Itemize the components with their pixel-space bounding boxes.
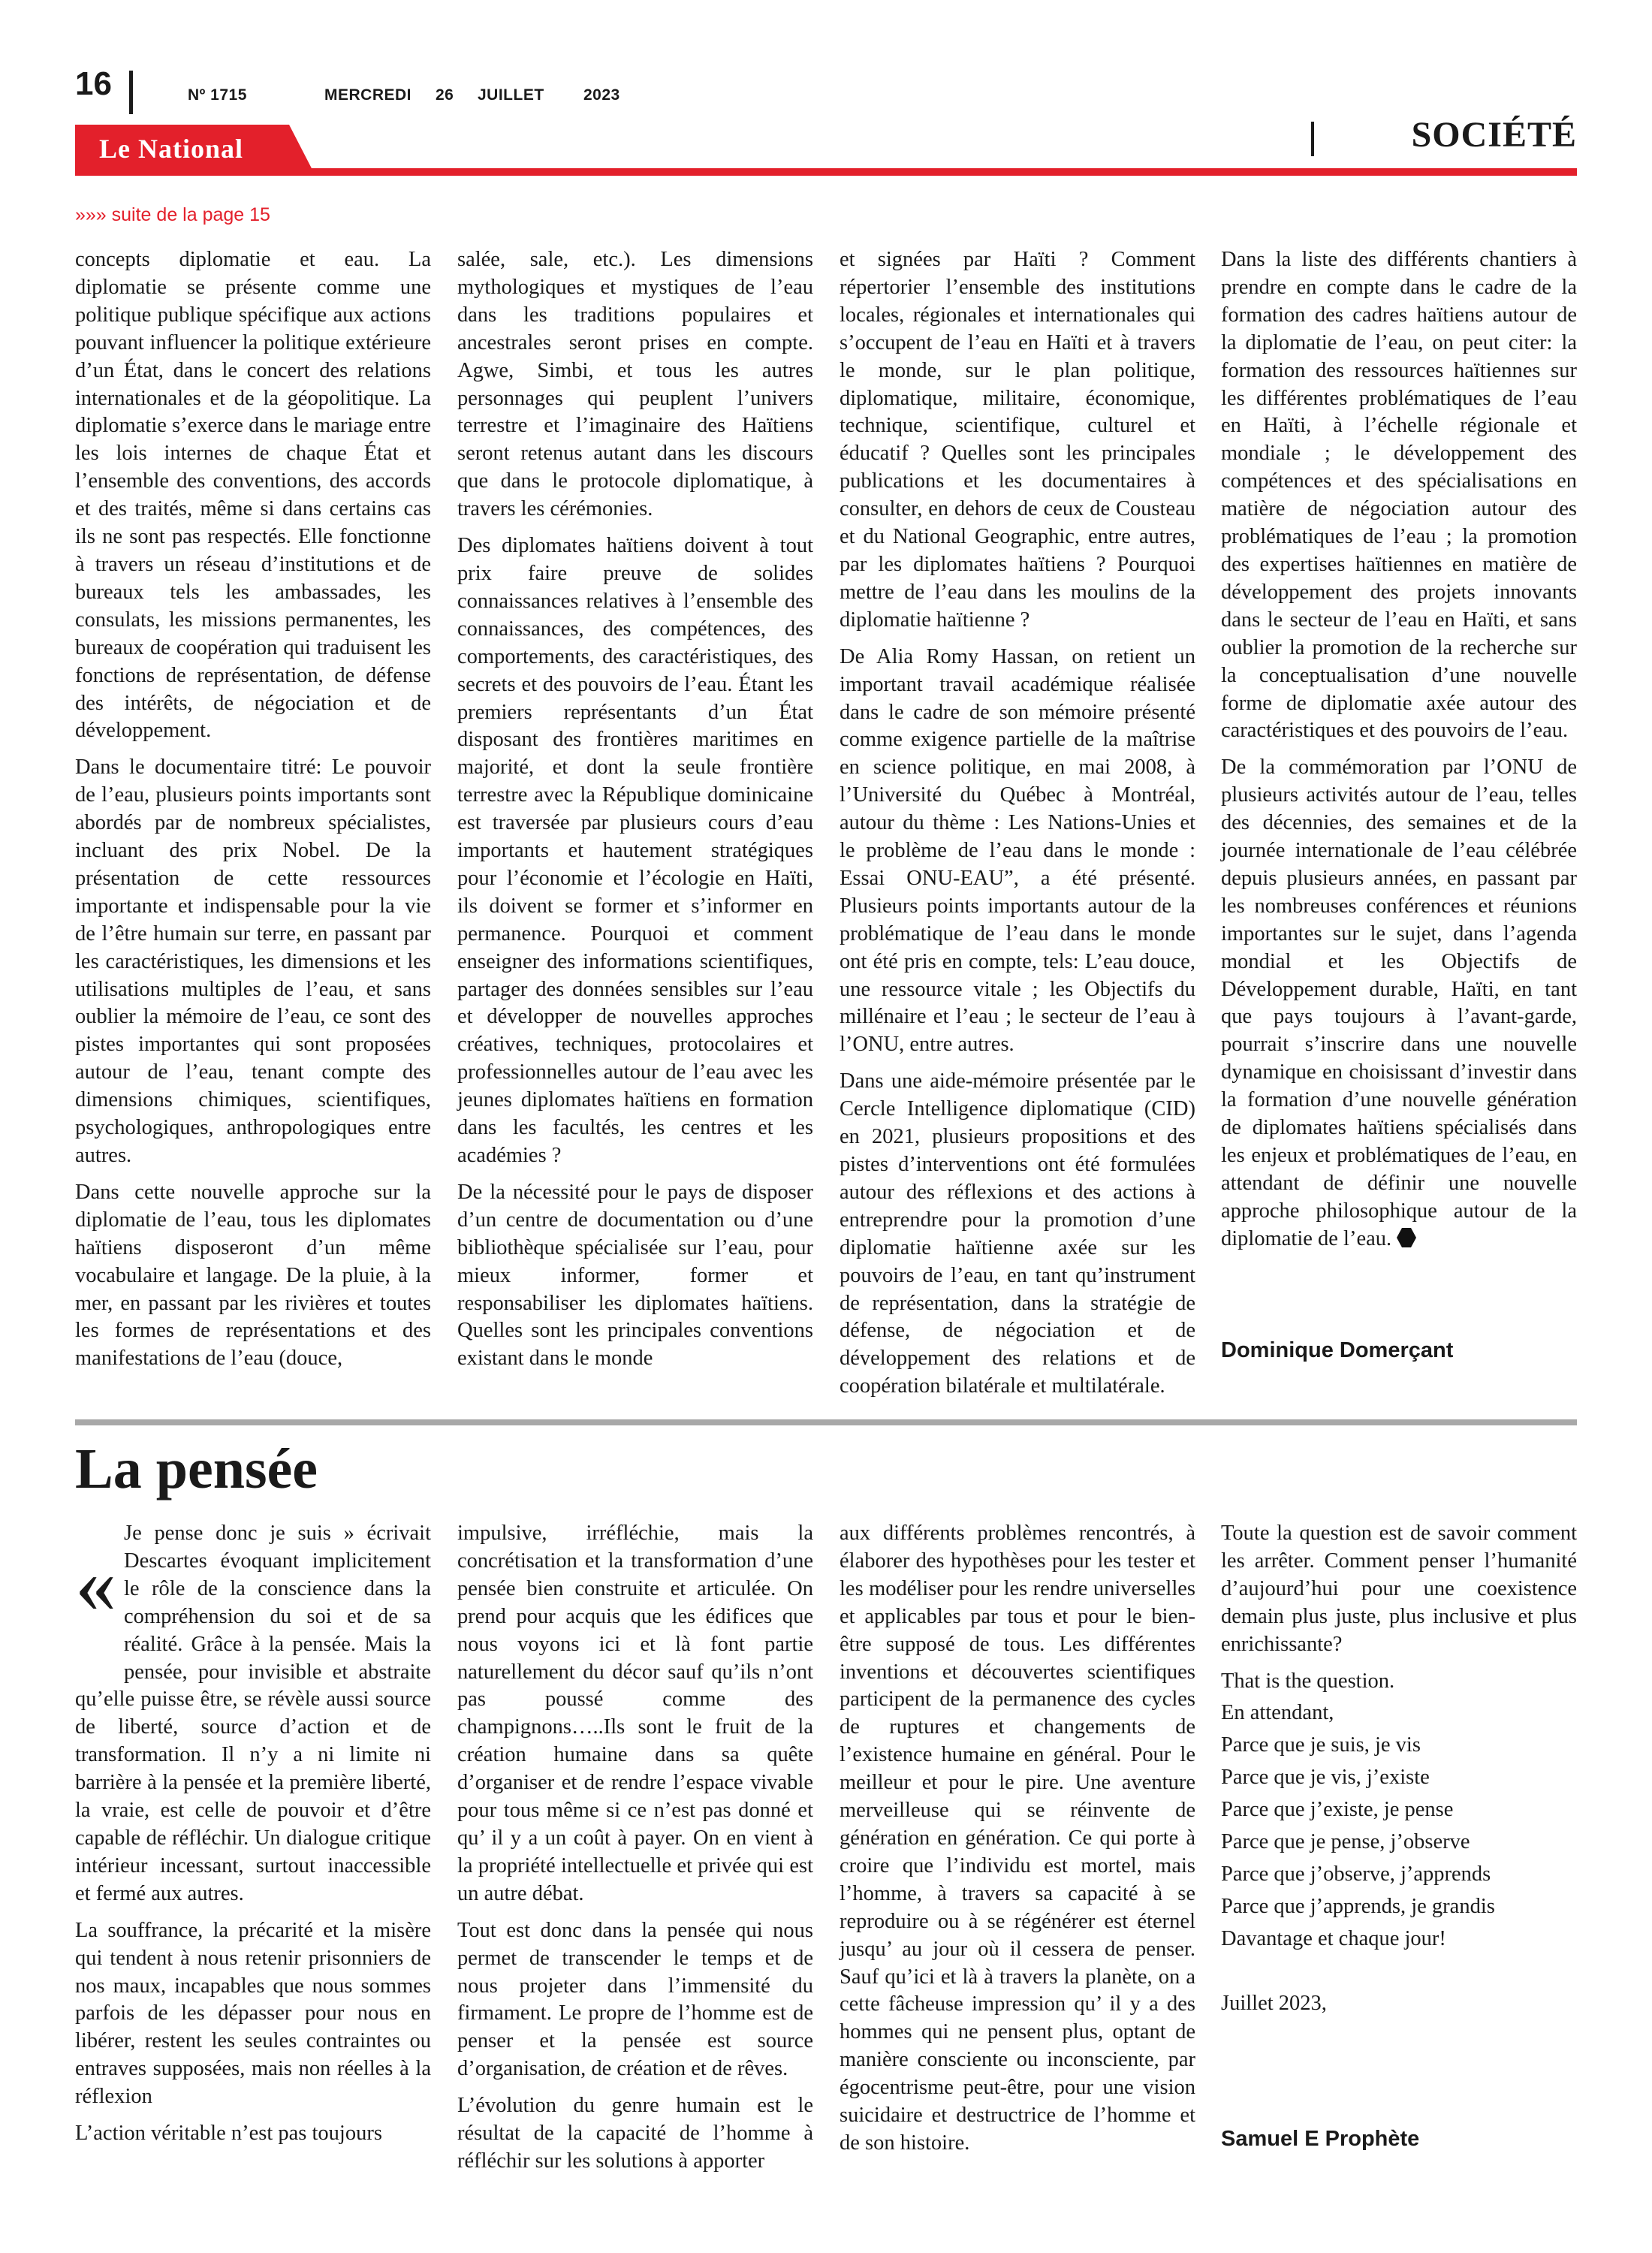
poem-line: Parce que j’apprends, je grandis [1221, 1894, 1495, 1918]
paragraph: impulsive, irréfléchie, mais la concrétisation et la transformation d’une pensée bien construite et articulée. On prend pour acquis que les édifices que nous voyons ici et là font partie naturellement du décor sauf qu’ils n’ont pas poussé comme des champignons…..Ils sont le fruit de la création humaine dans sa quête d’organiser et de rendre l’espace vivable pour tous même si ce n’est pas donné et qu’ il y a un coût à payer. On en vient à la propriété intellectuelle et privée qui est un autre débat. [457, 1522, 813, 1905]
end-mark-icon [1396, 1227, 1417, 1248]
article-1-column-3 [840, 246, 1195, 1410]
article-2-column-1 [75, 1520, 431, 2157]
paragraph [75, 1520, 431, 1908]
paragraph: concepts diplomatie et eau. La diplomatie se présente comme une politique publique spécifique aux actions pouvant influencer la politique extérieure d’un État, dans le concert des relations internationales et de la géopolitique. La diplomatie s’exerce dans le mariage entre les lois internes de chaque État et l’ensemble des conventions, des accords et des traités, même si dans certains cas ils ne sont pas respectés. Elle fonctionne à travers un réseau d’institutions et de bureaux tels les ambassades, les consulats, les missions permanentes, les bureaux de coopération qui traduisent les fonctions de représentation, de défense des intérêts, de négociation et de développement. [75, 248, 431, 743]
paragraph: aux différents problèmes rencontrés, à élaborer des hypothèses pour les tester et les modéliser pour les rendre universelles et applicables par tous et pour le bien-être supposé de tous. Les différentes inventions et découvertes scientifiques participent de la permanence des cycles de ruptures et changements de l’existence humaine en général. Pour le meilleur et pour le pire. Une aventure merveilleuse qui se réinvente de génération en génération. Ce qui porte à croire que l’individu est mortel, mais l’homme, à travers sa capacité à se reproduire ou à se régénérer est éternel jusqu’ au jour où il cessera de penser. Sauf qu’ici et là à travers la planète, on a cette fâcheuse impression qu’ il y a des hommes qui ne pensent plus, optant de manière consciente ou inconsciente, par égocentrisme peut-être, pour une vision suicidaire et destructrice de l’homme et de son histoire. [840, 1522, 1195, 2155]
poem-line: Davantage et chaque jour! [1221, 1926, 1446, 1950]
paragraph: Dans le documentaire titré: Le pouvoir de l’eau, plusieurs points importants sont abordés par de nombreux spécialistes, incluant des prix Nobel. De la présentation de cette ressources importante et indispensable pour la vie de l’être humain sur terre, en passant par les caractéristiques, les dimensions et les utilisations multiples de l’eau, et sans oublier la mémoire de l’eau, ce sont des pistes importantes qui sont proposées autour de l’eau, tenant compte des dimensions chimiques, scientifiques, psychologiques, anthropologiques entre autres. [75, 756, 431, 1167]
poem-line: Parce que je vis, j’existe [1221, 1766, 1430, 1790]
paragraph: Dans la liste des différents chantiers à prendre en compte dans le cadre de la formation des cadres haïtiens autour de la diplomatie de l’eau, on peut citer: la formation des ressources haïtiennes sur les différentes problématiques de l’eau en Haïti, à l’échelle régionale et mondiale ; le développement des compétences et des spécialisations en matière de négociation autour des problématiques de l’eau ; la promotion des expertises haïtiennes en matière de développement des projets innovants dans le secteur de l’eau en Haïti, et sans oublier la promotion de la recherche sur la conceptualisation d’une nouvelle forme de diplomatie axée autour des caractéristiques et des pouvoirs de l’eau. [1221, 248, 1577, 743]
issue-month: JUILLET [478, 86, 544, 104]
paragraph: La souffrance, la précarité et la misère qui tendent à nous retenir prisonniers de nos maux, incapables que nous sommes parfois de les dépasser pour nous en libérer, restent les seules contraintes ou entraves supposées, mais non réelles à la réflexion [75, 1918, 431, 2109]
article-2-column-4 [1221, 1520, 1577, 2022]
article-separator [75, 1419, 1577, 1425]
paragraph: De Alia Romy Hassan, on retient un important travail académique réalisée dans le cadre de son mémoire présenté comme exigence partielle de la maîtrise en science politique, en mai 2008, à l’Université du Québec à Montréal, autour du thème : Les Nations-Unies et le problème de l’eau dans le monde : Essai ONU-EAU”, a été présenté. Plusieurs points importants autour de la problématique de l’eau dans le monde ont été pris en compte, tels: L’eau douce, une ressource vitale ; les Objectifs du millénaire et l’eau ; le secteur de l’eau à l’ONU, entre autres. [840, 644, 1195, 1057]
paragraph-last [1221, 754, 1577, 1253]
paragraph: Tout est donc dans la pensée qui nous permet de transcender le temps et de nous projeter dans l’immensité du firmament. Le propre de l’homme est de penser et la pensée est source d’organisation, de création et de rêves. [457, 1918, 813, 2081]
paragraph: L’évolution du genre humain est le résultat de la capacité de l’homme à réfléchir sur les solutions à apporter [457, 2094, 813, 2173]
paragraph: et signées par Haïti ? Comment répertorier l’ensemble des institutions locales, régionales et internationales qui s’occupent de l’eau en Haïti et à travers le monde, sur le plan politique, diplomatique, militaire, économique, technique, scientifique, culturel et éducatif ? Quelles sont les principales publications et les documentaires à consulter, en dehors de ceux de Cousteau et du National Geographic, entre autres, par les diplomates haïtiens ? Pourquoi mettre de l’eau dans les moulins de la diplomatie haïtienne ? [840, 248, 1195, 632]
header-rule [75, 168, 1577, 176]
open-quote-mark: « [75, 1538, 116, 1630]
poem-line: Parce que j’observe, j’apprends [1221, 1862, 1491, 1886]
paragraph: L’action véritable n’est pas toujours [75, 2122, 382, 2146]
author-byline: Dominique Domerçant [1221, 1338, 1454, 1362]
continued-from-note: »»» suite de la page 15 [75, 204, 270, 225]
author-byline: Samuel E Prophète [1221, 2127, 1420, 2151]
issue-year: 2023 [583, 86, 620, 104]
paragraph: Des diplomates haïtiens doivent à tout prix faire preuve de solides connaissances relatives à l’ensemble des connaissances, des compétences, des comportements, des caractéristiques, des secrets et des pouvoirs de l’eau. Étant les premiers représentants d’un État disposant des frontières maritimes en majorité, et dont la seule frontière terrestre avec la République dominicaine est traversée par plusieurs cours d’eau importants et hautement stratégiques pour l’économie et l’écologie en Haïti, ils doivent se former et s’informer en permanence. Pourquoi et comment enseigner des informations scientifiques, partager des données sensibles sur l’eau et développer de nouvelles approches créatives, techniques, protocolaires et professionnelles autour de l’eau avec les jeunes diplomates haïtiens en formation dans les facultés, les centres et les académies ? [457, 534, 813, 1167]
section-title: SOCIÉTÉ [1411, 115, 1577, 155]
paragraph: salée, sale, etc.). Les dimensions mythologiques et mystiques de l’eau dans les traditions populaires et ancestrales seront prises en compte. Agwe, Simbi, et tous les autres personnages qui peuplent l’univers terrestre et l’imaginaire des Haïtiens seront retenus autant dans les discours que dans le protocole diplomatique, à travers les cérémonies. [457, 248, 813, 521]
poem-line: Parce que j’existe, je pense [1221, 1798, 1454, 1822]
issue-number: Nº 1715 [188, 86, 247, 104]
poem-line: Parce que je suis, je vis [1221, 1733, 1421, 1757]
headline: La pensée [75, 1437, 318, 1500]
page-number: 16 [75, 65, 112, 102]
paragraph: Toute la question est de savoir comment les arrêter. Comment penser l’humanité d’aujourd’hui pour une coexistence demain plus juste, plus inclusive et plus enrichissante? [1221, 1522, 1577, 1656]
poem-line: Parce que je pense, j’observe [1221, 1830, 1470, 1854]
article-2-column-3 [840, 1520, 1195, 2167]
page-number-divider [129, 71, 133, 114]
spacer-line [1221, 1958, 1577, 1986]
article-1-column-4 [1221, 246, 1577, 1262]
brand-logo: Le National [99, 134, 244, 164]
paragraph-text: Je pense donc je suis » écrivait Descartes évoquant implicitement le rôle de la conscience dans la compréhension du soi et de sa réalité. Grâce à la pensée. Mais la pensée, pour invisible et abstraite qu’elle puisse être, se révèle aussi source de liberté, source d’action et de transformation. Il n’y a ni limite ni barrière à la pensée et la première liberté, la vraie, est celle de pouvoir et d’être capable de réfléchir. Un dialogue critique intérieur incessant, surtout inaccessible et fermé aux autres. [75, 1522, 431, 1905]
poem-line: En attendant, [1221, 1701, 1334, 1725]
poem-line: That is the question. [1221, 1669, 1395, 1693]
dateline: Juillet 2023, [1221, 1991, 1327, 2015]
article-1-column-1 [75, 246, 431, 1382]
paragraph: Dans cette nouvelle approche sur la diplomatie de l’eau, tous les diplomates haïtiens disposeront d’un même vocabulaire et langage. De la pluie, à la mer, en passant par les rivières et toutes les formes de représentations et des manifestations de l’eau (douce, [75, 1180, 431, 1371]
section-divider [1311, 122, 1314, 156]
paragraph-text: De la commémoration par l’ONU de plusieurs activités autour de l’eau, telles des décennies, des semaines et de la journée internationale de l’eau célébrée depuis plusieurs années, en passant par les nombreuses conférences et réunions importantes sur le sujet, dans l’agenda mondial et les Objectifs de Développement durable, Haïti, en tant que pays toujours à l’avant-garde, pourrait s’inscrire dans une nouvelle dynamique en choisissant d’investir dans la formation d’une nouvelle génération de diplomates haïtiens spécialisés dans les enjeux et problématiques de l’eau, en attendant de définir une nouvelle approche philosophique autour de la diplomatie de l’eau. [1221, 756, 1577, 1250]
paragraph: Dans une aide-mémoire présentée par le Cercle Intelligence diplomatique (CID) en 2021, plusieurs propositions et des pistes d’interventions ont été formulées autour des réflexions et des actions à entreprendre pour la promotion d’une diplomatie haïtienne axée sur les pouvoirs de l’eau, en tant qu’instrument de représentation, dans la stratégie de défense, de négociation et de développement des relations et de coopération bilatérale et multilatérale. [840, 1069, 1195, 1398]
article-2-column-2 [457, 1520, 813, 2185]
paragraph: De la nécessité pour le pays de disposer d’un centre de documentation ou d’une bibliothèque spécialisée sur l’eau, pour mieux informer, former et responsabiliser les diplomates haïtiens. Quelles sont les principales conventions existant dans le monde [457, 1180, 813, 1371]
issue-day: 26 [436, 86, 454, 104]
article-1-column-2 [457, 246, 813, 1382]
issue-weekday: MERCREDI [324, 86, 412, 104]
